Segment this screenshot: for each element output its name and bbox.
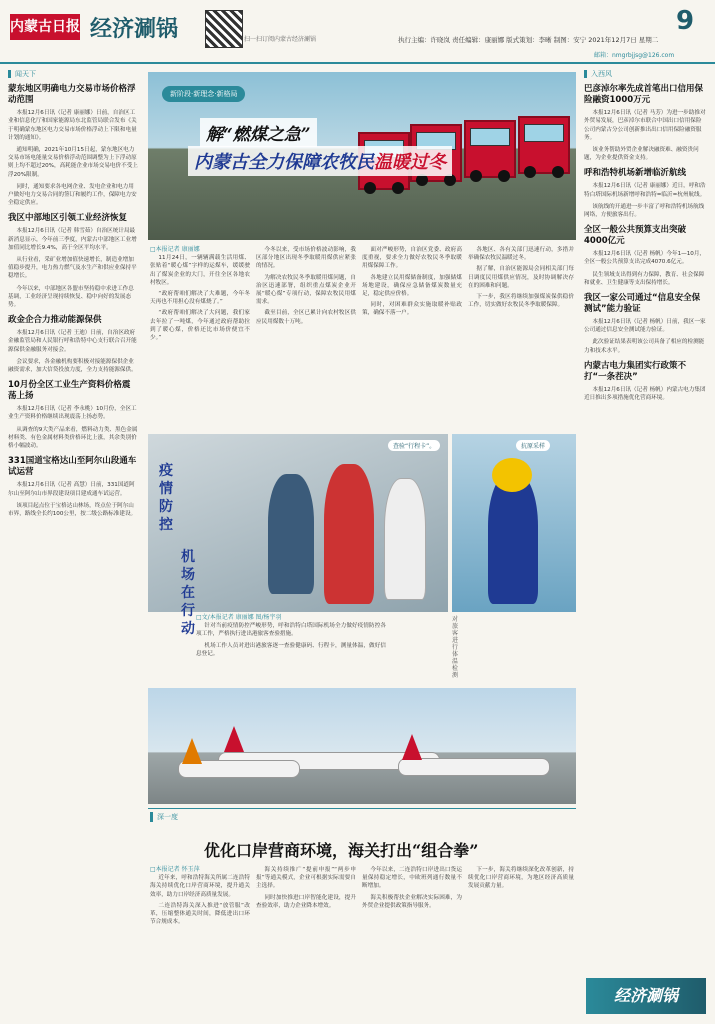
main-article-byline: □本报记者 康丽娜 (150, 246, 200, 253)
article-title[interactable]: 我区中部地区引领工业经济恢复 (8, 213, 128, 224)
bottom-byline: □本报记者 怀玉萍 (150, 866, 200, 873)
article-title[interactable]: 巴彦淖尔率先成首笔出口信用保险融资1000万元 (584, 84, 704, 106)
hero-tag: 新阶段·新理念·新格局 (162, 86, 245, 102)
epidemic-title-b[interactable]: 防控 (159, 499, 173, 533)
article-body: 本报12月6日讯（记者 杨帆）日前，我区一家公司通过信息安全测试能力验证。 (584, 319, 706, 334)
left-column: 闻天下 蒙东地区明确电力交易市场价格浮动范围 本报12月6日讯（记者 康丽娜）日前，自治区工业和信息化厅和国家能源局东北监管局联合发布《关于明确蒙东地区电力交易市场价格浮动上下限和电量计划的通知》。 通知明确，2021年10月15日起，蒙东地区电力交易市场电能量交易价格浮动范围调整为上下浮动原则上均不超过20%，高耗能企业市场交易电价不受上浮20%限制。 同时，通知要求各电网企业、发电企业和电力用户做好电力交易合同的签订和履约工作，保障电力安全稳定供应。 我区中部地区引领工业经济恢复 本报12月6日讯（记者 韩雪茹）自治区统计局最新消息显示，今年前三季度，内蒙古中部地区工业增加值同比增长9.4%，高于全区平均水平。 从行业看，采矿业增加值快速增长，制造业增加值稳步提升，电力热力燃气及水生产和供应业保持平稳增长。 今年以来，中部地区各盟市坚持稳中求进工作总基调，工业经济呈现持续恢复、稳中向好的发展态势。 政金企合力推动能源保供 本报12月6日讯（记者 王迪）日前，自治区政府金融监管局和人民银行呼和浩特中心支行联合召开能源保供金融服务对接会。 会议要求，各金融机构要积极对接能源保供企业融资需求，加大信贷投放力度，全力支持能源保供。 10月份全区工业生产资料价格震荡上扬 本报12月6日讯（记者 李永桃）10月份，全区工业生产资料价格继续出现震荡上扬态势。 从调查的9大类产品来看，燃料动力类、黑色金属材料类、有色金属材料类价格环比上涨，其余类别价格小幅波动。 331国道宝格达山至阿尔山段通车试运营 本报12月6日讯（记者 高慧）日前，331国道阿尔山至阿尔山市界段建设项目建成通车试运营。 该项目起点位于宝格达山林场，终点位于阿尔山市界，路线全长约100公里，按二级公路标准建设。 (8, 70, 138, 517)
epidemic-title-d[interactable]: 在行动 (181, 585, 195, 637)
article-title[interactable]: 政金企合力推动能源保供 (8, 315, 102, 326)
article-body: 本报12月6日讯（记者 康丽娜）近日，呼和浩特白塔国际机场新增呼和浩特=临沂=杭州航线。 (584, 183, 706, 198)
photo-caption: 对旅客进行体温检测 (452, 616, 459, 679)
article-title[interactable]: 331国道宝格达山至阿尔山段通车试运营 (8, 456, 137, 478)
article-title[interactable]: 我区一家公司通过“信息安全保测试”能力验证 (584, 293, 701, 315)
article-title[interactable]: 10月份全区工业生产资料价格震荡上扬 (8, 380, 131, 402)
bottom-article-col4: 下一步，海关将继续深化改革创新，持续优化口岸营商环境，为地区经济高质量发展贡献力量。 (468, 867, 574, 890)
epidemic-title-c[interactable]: 机场 (181, 549, 195, 583)
airport-photo (148, 688, 576, 804)
photo-tag: 抗原采样 (516, 440, 550, 451)
article-body: 本报12月6日讯（记者 马芳）为进一步助推对外贸易发展，巴彦淖尔市联合中国出口信用保险公司内蒙古分公司创新推出出口信用保险融资服务。 (584, 110, 706, 141)
right-column-label: 入西风 (584, 70, 707, 78)
bottom-section-tag: 深一度 (150, 812, 178, 822)
bottom-article-col2: 海关持续推广“提前申报”“两步申报”等通关模式，企业可根据实际需要自主选择。 同时加快推进口岸智能化建设，提升查验效率，助力企业降本增效。 (256, 867, 356, 909)
paper-logo: 内蒙古日报 (10, 14, 80, 40)
truck-icon (518, 116, 570, 174)
section-title: 经济涮锅 (90, 16, 179, 42)
qr-caption: 扫一扫订阅内蒙古经济涮锅 (244, 36, 317, 43)
bottom-article-col1: □本报记者 怀玉萍 近年来，呼和浩特海关所属二连浩特海关持续优化口岸营商环境，提升通关效率，助力口岸经济高质量发展。 二连浩特海关深入推进“放管服”改革，压缩整体通关时间，降低进出口环节合规成本。 (150, 866, 250, 926)
article-body: 本报12月6日讯（记者 高慧）日前，331国道阿尔山至阿尔山市界段建设项目建成通车试运营。 (8, 482, 135, 497)
truck-icon (464, 120, 516, 178)
epidemic-byline: □文/本报记者 康丽娜 图/杨宇羽 (196, 614, 282, 621)
article-title[interactable]: 内蒙古电力集团实行政策不打“一条茬决” (584, 360, 687, 382)
right-column: 入西风 巴彦淖尔率先成首笔出口信用保险融资1000万元 本报12月6日讯（记者 马芳）为进一步助推对外贸易发展，巴彦淖尔市联合中国出口信用保险公司内蒙古分公司创新推出出口信用保险融资服务。 该业务帮助外贸企业解决融资难、融资贵问题，为企业提供资金支持。 呼和浩特机场新增临沂航线 本报12月6日讯（记者 康丽娜）近日，呼和浩特白塔国际机场新增呼和浩特=临沂=杭州航线。 该航线的开通进一步丰富了呼和浩特机场航线网络，方便旅客出行。 全区一般公共预算支出突破4000亿元 本报12月6日讯（记者 杨帆）今年1—10月，全区一般公共预算支出完成4070.6亿元。 民生领域支出得到有力保障，教育、社会保障和就业、卫生健康等支出保持增长。 我区一家公司通过“信息安全保测试”能力验证 本报12月6日讯（记者 杨帆）日前，我区一家公司通过信息安全测试能力验证。 此次验证结果表明该公司具备了相应的检测能力和技术水平。 内蒙古电力集团实行政策不打“一条茬决” 本报12月6日讯（记者 杨帆）内蒙古电力集团近日推出多项措施优化营商环境。 (584, 70, 706, 402)
hero-title-line2[interactable] (188, 146, 452, 176)
hero-title-line1[interactable]: 解“燃煤之急” (200, 118, 317, 147)
section-logo: 经济涮锅 (586, 978, 706, 1014)
staff-line: 执行主编：许晓岚 责任编辑：康丽娜 版式策划：李晰 制图：安宁 2021年12月7日 星期二 (398, 36, 659, 44)
epidemic-text: □文/本报记者 康丽娜 图/杨宇羽 针对当前疫情防控严峻形势，呼和浩特白塔国际机场全力做好疫情防控各项工作，严格执行进出港旅客查验措施。 机场工作人员对进出港旅客逐一查验健康码、行程卡，测量体温，做好信息登记。 (196, 614, 386, 657)
article-title[interactable]: 全区一般公共预算支出突破4000亿元 (584, 225, 687, 247)
main-article-col3: 面对严峻形势，自治区党委、政府高度重视，要求全力做好农牧民冬季取暖用煤保障工作。 各地建立民用煤储备制度，加强储煤场地建设，确保应急储备煤炭数量充足，稳定供应价格。 同时，对困难群众实施取暖补贴政策，确保不落一户。 (362, 247, 462, 317)
article-body: 本报12月6日讯（记者 王迪）日前，自治区政府金融监管局和人民银行呼和浩特中心支行联合召开能源保供金融服务对接会。 (8, 330, 137, 353)
epidemic-photo-right (452, 434, 576, 612)
article-title[interactable]: 蒙东地区明确电力交易市场价格浮动范围 (8, 84, 136, 106)
email: 邮箱：nmgrbjjsg@126.com (594, 52, 675, 59)
epidemic-title-a[interactable]: 疫情 (159, 463, 173, 497)
bottom-article-col3: 今年以来，二连浩特口岸进出口货运量保持稳定增长，中欧班列通行数量不断增加。 海关积极帮扶企业解决实际困难，为外贸企业提供政策指导服务。 (362, 867, 462, 909)
article-body: 本报12月6日讯（记者 李永桃）10月份，全区工业生产资料价格继续出现震荡上扬态势。 (8, 406, 137, 421)
photo-tag: 查验“行程卡”。 (388, 440, 440, 451)
article-body: 本报12月6日讯（记者 韩雪茹）自治区统计局最新消息显示，今年前三季度，内蒙古中部地区工业增加值同比增长9.4%，高于全区平均水平。 (8, 228, 137, 251)
left-column-label: 闻天下 (8, 70, 138, 78)
hero-title-part-a: 内蒙古全力保障农牧民 (194, 152, 374, 173)
article-title[interactable]: 呼和浩特机场新增临沂航线 (584, 168, 687, 179)
article-body: 本报12月6日讯（记者 康丽娜）日前，自治区工业和信息化厅和国家能源局东北监管局联合发布《关于明确蒙东地区电力交易市场价格浮动上下限和电量计划的通知》。 (8, 110, 137, 141)
qr-code-icon[interactable] (205, 10, 243, 48)
divider (148, 808, 576, 809)
bottom-article-title[interactable]: 优化口岸营商环境，海关打出“组合拳” (204, 841, 479, 860)
hero-title-part-b: 温暖过冬 (374, 152, 446, 173)
article-body: 本报12月6日讯（记者 杨帆）内蒙古电力集团近日推出多项措施优化营商环境。 (584, 386, 706, 402)
main-article-col4: 各地区、各有关部门迅速行动，多措并举确保农牧民温暖过冬。 据了解，自治区能源局会同相关部门每日调度民用煤供应情况，及时协调解决存在的困难和问题。 下一步，我区将继续加强煤炭保供稳价工作，切实做好农牧民冬季取暖保障。 (468, 247, 574, 309)
page-number: 9 (676, 6, 695, 36)
article-body: 本报12月6日讯（记者 杨帆）今年1—10月，全区一般公共预算支出完成4070.6亿元。 (584, 251, 706, 266)
main-article-col2: 今冬以来，受市场价格波动影响，我区部分地区出现冬季取暖用煤供应紧张的情况。 为解决农牧民冬季取暖用煤问题，自治区迅速部署，组织重点煤炭企业开展“暖心煤”专项行动，保障农牧民用煤需求。 截至目前，全区已累计向农村牧区供应民用煤数十万吨。 (256, 247, 356, 325)
main-article-col1: □本报记者 康丽娜 11月24日，一辆辆满载生活用煤、张贴着“暖心煤”字样的运煤车，缓缓驶出了煤炭企业的大门，开往全区各地农村牧区。 “政府帮咱们解决了大难题，今年冬天再也不用担心没有煤烧了。” “政府帮咱们解决了大问题，我们家去年拉了一吨煤，今年通过政府帮助拉到了暖心煤，价格还比市场价便宜不少。” (150, 246, 250, 342)
